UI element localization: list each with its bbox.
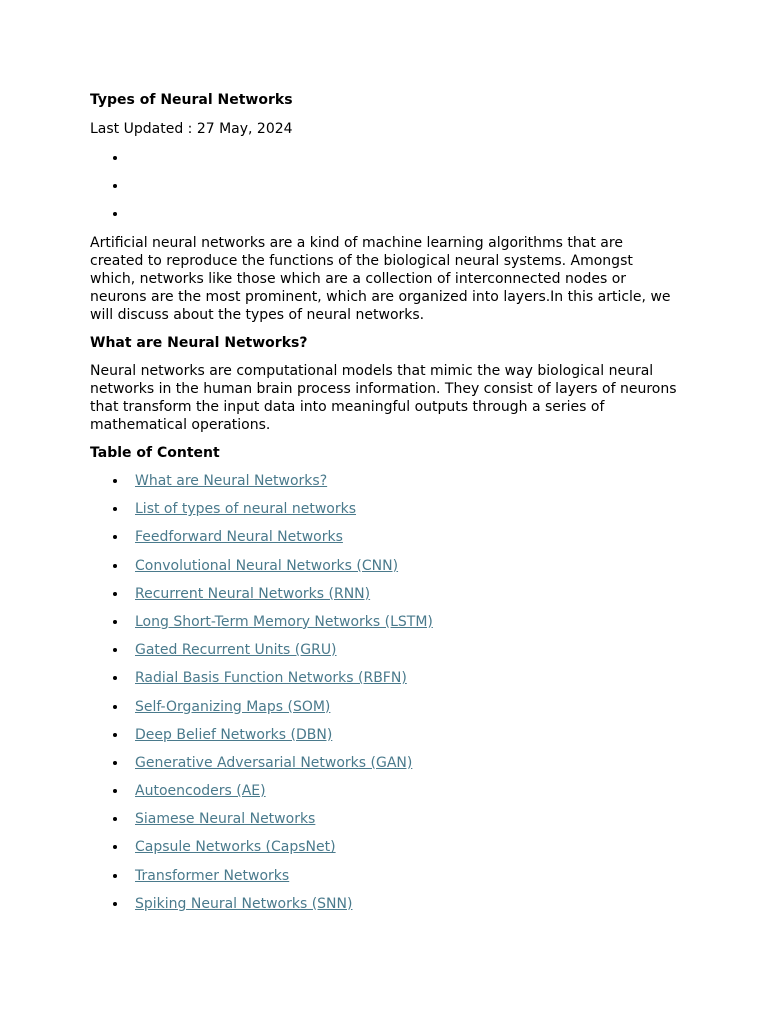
toc-item [135,838,680,866]
section-heading: What are Neural Networks? [90,335,308,351]
intro-paragraph: Artificial neural networks are a kind of machine learning algorithms that are created to reproduce the functions of the biological neural systems. Amongst which, networks like those which are a collection of interconnected nodes or neurons are the most prominent, which are organized into layers.In this article, we will discuss about the types of neural networks. [90,235,671,323]
empty-bullet [135,172,680,200]
toc-link-rbfn[interactable]: Radial Basis Function Networks (RBFN) [135,670,407,687]
toc-link-list-of-types[interactable]: List of types of neural networks [135,501,357,518]
toc-heading: Table of Content [90,445,220,461]
toc-link-cnn[interactable]: Convolutional Neural Networks (CNN) [135,557,399,574]
last-updated: Last Updated : 27 May, 2024 [90,121,293,137]
toc-item [135,810,680,838]
toc-link-capsnet[interactable]: Capsule Networks (CapsNet) [135,839,336,856]
toc-item [135,754,680,782]
empty-bullet-list [90,144,680,228]
toc-link-what-are-neural-networks[interactable]: What are Neural Networks? [135,473,328,489]
toc-link-gru[interactable]: Gated Recurrent Units (GRU) [135,642,337,659]
article-content [90,91,680,923]
toc-item [135,669,680,697]
toc-link-autoencoders[interactable]: Autoencoders (AE) [135,783,266,800]
toc-link-dbn[interactable]: Deep Belief Networks (DBN) [135,726,333,743]
toc-item [135,585,680,613]
toc-item [135,557,680,585]
section-paragraph: Neural networks are computational models that mimic the way biological neural networks in the human brain process information. They consist of layers of neurons that transform the input data into meaningful outputs through a series of mathematical operations. [90,363,677,433]
toc-link-feedforward[interactable]: Feedforward Neural Networks [135,529,343,546]
toc-item [135,698,680,726]
toc-item [135,726,680,754]
toc-item [135,895,680,923]
toc-link-lstm[interactable]: Long Short-Term Memory Networks (LSTM) [135,613,433,630]
toc-item [135,867,680,895]
toc-link-rnn[interactable]: Recurrent Neural Networks (RNN) [135,585,371,602]
toc-link-gan[interactable]: Generative Adversarial Networks (GAN) [135,754,413,771]
toc-item [135,613,680,641]
toc-link-transformer[interactable]: Transformer Networks [135,867,290,884]
article-title: Types of Neural Networks [90,92,293,108]
toc-link-siamese[interactable]: Siamese Neural Networks [135,811,316,828]
toc-link-snn[interactable]: Spiking Neural Networks (SNN) [135,895,353,912]
toc-item [135,641,680,669]
toc-item [135,472,680,500]
empty-bullet [135,200,680,228]
toc-item [135,500,680,528]
toc-item [135,782,680,810]
toc-link-som[interactable]: Self-Organizing Maps (SOM) [135,698,331,715]
toc-item [135,528,680,556]
table-of-content [90,472,680,923]
empty-bullet [135,144,680,172]
